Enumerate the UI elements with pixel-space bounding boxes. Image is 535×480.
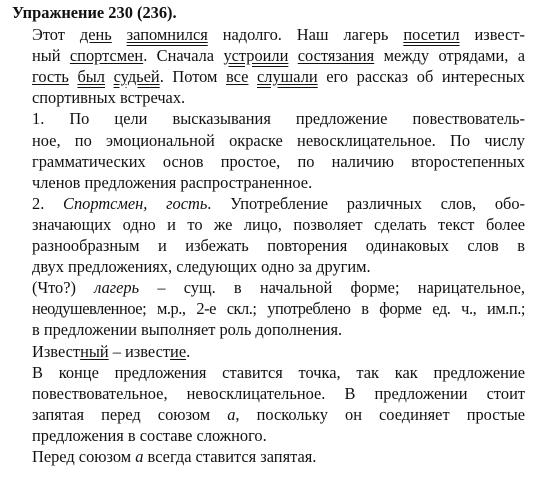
object-word: состязания — [297, 46, 375, 66]
predicate-word: был — [77, 67, 105, 87]
subject-word: гость — [32, 67, 69, 87]
text-fragment: – сущ. в начальной форме; нарицательное, — [139, 278, 525, 298]
predicate-word: слушали — [257, 67, 318, 87]
text-fragment: между отрядами, а — [374, 46, 525, 66]
subject-word: день — [79, 25, 112, 45]
text-line — [12, 24, 525, 45]
text-fragment: Извест — [32, 341, 81, 361]
text-fragment: Перед союзом — [32, 446, 136, 466]
text-fragment — [105, 67, 114, 86]
text-fragment: Этот — [32, 25, 80, 45]
rule-text — [12, 446, 525, 467]
morphological-analysis — [12, 277, 525, 340]
punct-line: предложения в составе сложного. — [32, 425, 267, 445]
exercise-page — [12, 2, 525, 467]
point-2-line — [12, 193, 525, 214]
text-fragment: . — [186, 341, 191, 361]
point-2-line: значающих одно и то же лицо, позволяет сделать текст более — [32, 214, 525, 234]
text-fragment: . Сначала — [143, 46, 224, 66]
text-fragment: ный — [32, 46, 70, 66]
point-2-line: двух предложениях, следующих одно за другим. — [32, 257, 371, 277]
word-formation-line — [12, 341, 525, 362]
exercise-title: Упражнение 230 (236). — [12, 3, 177, 22]
text-fragment — [112, 25, 127, 44]
suffix-ending: ие — [170, 341, 187, 361]
text-fragment: извест- — [459, 25, 525, 45]
point-2 — [12, 193, 525, 277]
word-formation — [12, 341, 525, 362]
analysis-line: в предложении выполняет роль дополнения. — [32, 320, 343, 340]
punct-line: В конце предложения ставится точка, так как предложение — [32, 362, 525, 382]
predicate-word: судьей — [113, 67, 160, 87]
italic-word: лагерь — [94, 278, 140, 298]
italic-word: а — [227, 404, 236, 424]
punctuation-explanation — [12, 362, 525, 446]
text-fragment — [248, 67, 257, 86]
point-2-line: разнообразным и избежать повторения одинаковых слов в — [32, 236, 525, 256]
text-fragment — [288, 46, 297, 65]
predicate-word: запомнился — [126, 25, 208, 45]
analysis-line — [12, 277, 525, 298]
text-fragment: , поскольку он соединяет простые — [235, 404, 525, 424]
text-fragment: (Что?) — [32, 278, 95, 298]
text-fragment: – извест — [108, 341, 171, 361]
point-1-line: 1. По цели высказывания предложение повествователь- — [32, 109, 525, 129]
text-fragment: всегда ставится запятая. — [143, 446, 317, 466]
point-1-line: грамматических основ простое, по наличию второстепенных — [32, 151, 525, 171]
italic-words: Спортсмен, гость — [63, 193, 208, 213]
punct-line: повествовательное, невосклицательное. В предложении стоит — [32, 383, 525, 403]
text-fragment: . Употребление различных слов, обо- — [207, 193, 526, 213]
subject-word: спортсмен — [69, 46, 144, 66]
subject-word: все — [226, 67, 249, 87]
predicate-word: устроили — [223, 46, 289, 66]
text-fragment: . Потом — [159, 67, 227, 87]
point-1-line: членов предложения распространенное. — [32, 172, 313, 192]
text-line: спортивных встречах. — [32, 88, 186, 108]
predicate-word: посетил — [403, 25, 460, 45]
exercise-text — [12, 24, 525, 108]
text-line — [12, 66, 525, 87]
text-fragment: запятая перед союзом — [32, 404, 228, 424]
point-1-line: ное, по эмоциональной окраске невосклицательное. По числу — [32, 130, 525, 150]
punct-line — [12, 404, 525, 425]
text-fragment: его рассказ об интересных — [317, 67, 525, 87]
analysis-line: неодушевленное; м.р., 2-е скл.; употреблено в форме ед. ч., им.п.; — [32, 299, 525, 319]
text-line — [12, 45, 525, 66]
suffix-ending: ный — [80, 341, 109, 361]
text-fragment: надолго. Наш лагерь — [207, 25, 404, 45]
italic-word: а — [135, 446, 144, 466]
text-fragment: 2. — [32, 193, 64, 213]
rule-line — [12, 446, 525, 467]
point-1 — [12, 108, 525, 192]
